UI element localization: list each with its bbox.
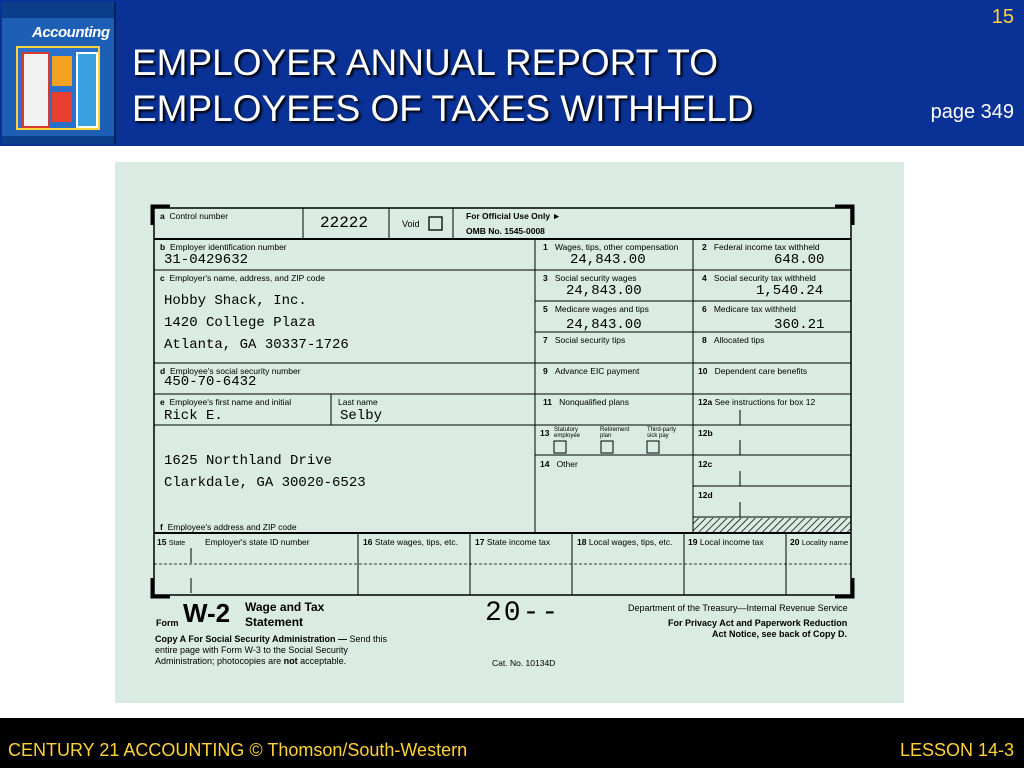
void-label: Void (402, 219, 420, 229)
box7-label: 7 Social security tips (543, 335, 626, 345)
box-d-label: d Employee's social security number (160, 366, 301, 376)
box3-label: 3 Social security wages (543, 273, 637, 283)
box-f-label: f Employee's address and ZIP code (160, 522, 297, 532)
box-c-label: c Employer's name, address, and ZIP code (160, 273, 325, 283)
box-a-label: a Control number (160, 211, 229, 221)
box6-label: 6 Medicare tax withheld (702, 304, 797, 314)
book-title: Accounting (32, 24, 110, 41)
tax-year: 20-- (485, 598, 561, 629)
box12c-label: 12c (698, 459, 713, 469)
footer-copyright: CENTURY 21 ACCOUNTING © Thomson/South-Western (8, 740, 468, 760)
box15-state-id-label: Employer's state ID number (205, 537, 310, 547)
box-b-label: b Employer identification number (160, 242, 287, 252)
last-name-label: Last name (338, 397, 378, 407)
copy-a-line2: entire page with Form W-3 to the Social Security (155, 645, 348, 655)
employer-city[interactable]: Atlanta, GA 30337-1726 (164, 337, 349, 353)
box18-label: 18 Local wages, tips, etc. (577, 537, 673, 547)
box12a-label: 12a See instructions for box 12 (698, 397, 816, 407)
hatched-area (693, 518, 851, 533)
box1-value[interactable]: 24,843.00 (570, 252, 646, 268)
box13-number: 13 (540, 428, 550, 438)
statement-label: Statement (245, 615, 304, 629)
box-e-label: e Employee's first name and initial (160, 397, 292, 407)
copy-a-line3: Administration; photocopies are not acceptable. (155, 656, 347, 666)
employer-street[interactable]: 1420 College Plaza (164, 315, 316, 331)
form-name-w2: W-2 (183, 598, 231, 628)
form-word: Form (156, 618, 179, 628)
footer-lesson: LESSON 14-3 (899, 740, 1014, 760)
box6-value[interactable]: 360.21 (774, 317, 825, 333)
box11-label: 11 Nonqualified plans (543, 397, 630, 407)
retirement-plan-label: Retirement plan (600, 427, 630, 439)
box12d-label: 12d (698, 490, 713, 500)
slide-number: 15 (991, 6, 1014, 28)
privacy-line1: For Privacy Act and Paperwork Reduction (668, 618, 848, 628)
box19-label: 19 Local income tax (688, 537, 764, 547)
slide-title-line1: EMPLOYER ANNUAL REPORT TO (132, 42, 719, 83)
box3-value[interactable]: 24,843.00 (566, 283, 642, 299)
wage-and-tax-label: Wage and Tax (245, 600, 325, 614)
ein-value[interactable]: 31-0429632 (164, 252, 249, 268)
control-number-value[interactable]: 22222 (320, 214, 369, 232)
box5-value[interactable]: 24,843.00 (566, 317, 642, 333)
official-use-label: For Official Use Only ► (466, 211, 561, 221)
box5-label: 5 Medicare wages and tips (543, 304, 649, 314)
box2-value[interactable]: 648.00 (774, 252, 825, 268)
employee-street[interactable]: 1625 Northland Drive (164, 453, 333, 469)
box10-label: 10 Dependent care benefits (698, 366, 808, 376)
page-reference: page 349 (930, 101, 1014, 123)
employer-name[interactable]: Hobby Shack, Inc. (164, 293, 307, 309)
ssn-value[interactable]: 450-70-6432 (164, 374, 257, 390)
slide-title-line2: EMPLOYEES OF TAXES WITHHELD (132, 88, 754, 129)
treasury-label: Department of the Treasury—Internal Revenue Service (628, 603, 848, 613)
box12b-label: 12b (698, 428, 713, 438)
cat-number: Cat. No. 10134D (492, 658, 556, 668)
employee-city[interactable]: Clarkdale, GA 30020-6523 (164, 475, 366, 491)
third-party-sick-pay-label: Third-party sick pay (647, 427, 677, 439)
last-name-value[interactable]: Selby (340, 408, 383, 424)
box15-label: 15 State (157, 537, 186, 547)
box20-label: 20 Locality name (790, 537, 849, 547)
omb-number: OMB No. 1545-0008 (466, 226, 545, 236)
box9-label: 9 Advance EIC payment (543, 366, 640, 376)
statutory-employee-label: Statutory employee (554, 427, 581, 439)
copy-a-line1: Copy A For Social Security Administration — Send this (155, 634, 388, 644)
first-name-value[interactable]: Rick E. (164, 408, 223, 424)
box17-label: 17 State income tax (475, 537, 551, 547)
box14-label: 14 Other (540, 459, 578, 469)
box16-label: 16 State wages, tips, etc. (363, 537, 458, 547)
box2-label: 2 Federal income tax withheld (702, 242, 820, 252)
box4-label: 4 Social security tax withheld (702, 273, 816, 283)
box1-label: 1 Wages, tips, other compensation (543, 242, 679, 252)
box4-value[interactable]: 1,540.24 (756, 283, 824, 299)
box8-label: 8 Allocated tips (702, 335, 765, 345)
privacy-line2: Act Notice, see back of Copy D. (712, 629, 848, 639)
